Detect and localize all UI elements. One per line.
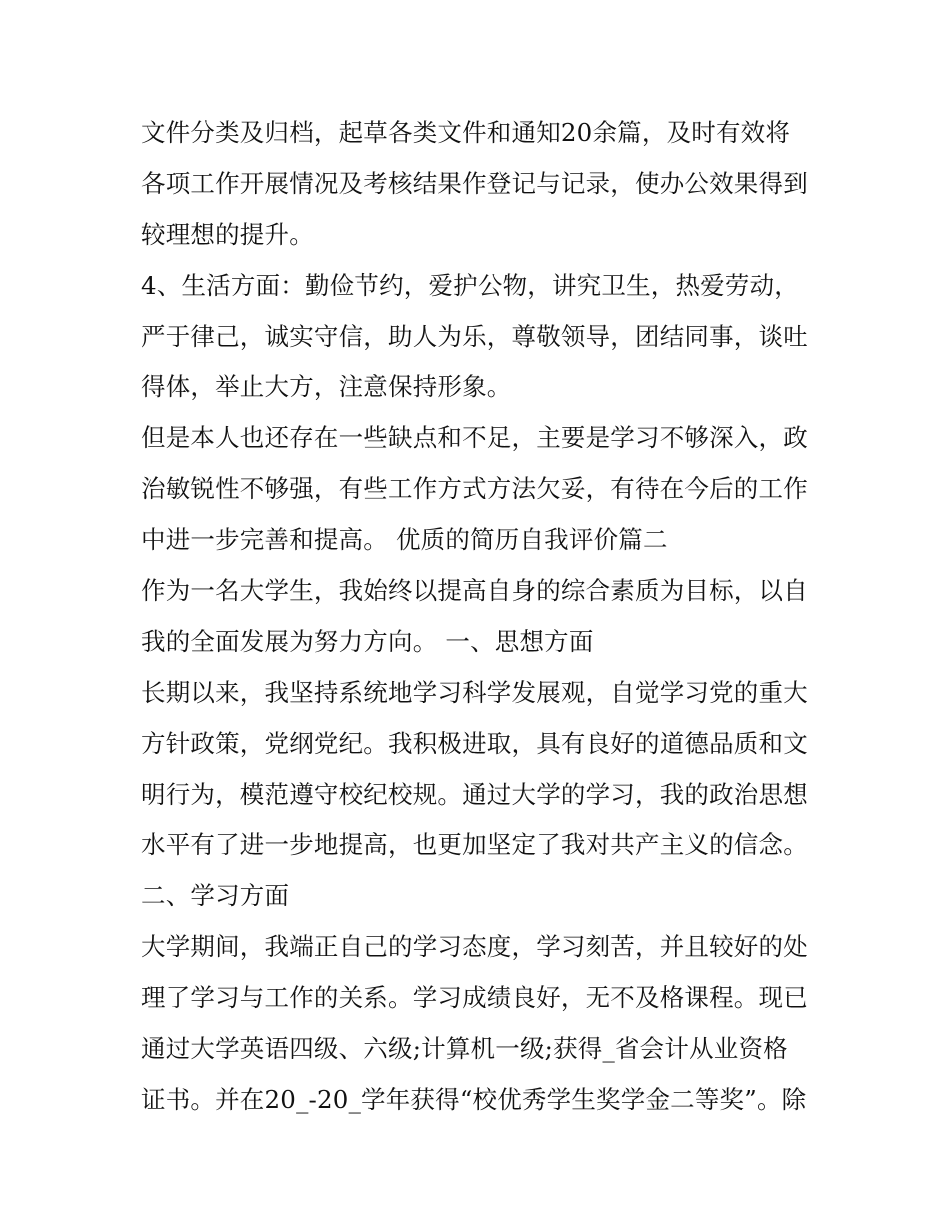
text-line: 但是本人也还存在一些缺点和不足，主要是学习不够深入，政 [141,423,808,453]
text-line: 通过大学英语四级、六级;计算机一级;获得_省会计从业资格 [141,1034,788,1064]
text-line: 二、学习方面 [141,881,290,911]
text-line: 4、生活方面：勤俭节约，爱护公物，讲究卫生，热爱劳动， [141,270,799,300]
text-line: 我的全面发展为努力方向。 一、思想方面 [141,626,594,656]
text-line: 中进一步完善和提高。 优质的简历自我评价篇二 [141,525,668,555]
text-line: 理了学习与工作的关系。学习成绩良好，无不及格课程。现已 [141,983,808,1013]
text-line: 证书。并在20_-20_学年获得“校优秀学生奖学金二等奖”。除 [141,1084,807,1114]
document-body [141,108,821,1126]
text-line: 文件分类及归档，起草各类文件和通知20余篇，及时有效将 [141,118,791,147]
text-line: 长期以来，我坚持系统地学习科学发展观，自觉学习党的重大 [141,677,808,707]
text-line: 较理想的提升。 [141,219,314,249]
text-line: 各项工作开展情况及考核结果作登记与记录，使办公效果得到 [141,168,808,198]
text-line: 方针政策，党纲党纪。我积极进取，具有良好的道德品质和文 [141,728,808,758]
text-line: 治敏锐性不够强，有些工作方式方法欠妥，有待在今后的工作 [141,474,808,504]
text-line: 大学期间，我端正自己的学习态度，学习刻苦，并且较好的处 [141,932,808,962]
text-line: 水平有了进一步地提高，也更加坚定了我对共产主义的信念。 [141,830,808,860]
text-line: 作为一名大学生，我始终以提高自身的综合素质为目标，以自 [141,576,808,606]
text-line: 明行为，模范遵守校纪校规。通过大学的学习，我的政治思想 [141,779,808,809]
text-line: 严于律己，诚实守信，助人为乐，尊敬领导，团结同事，谈吐 [141,321,808,351]
text-line: 得体，举止大方，注意保持形象。 [141,372,512,402]
